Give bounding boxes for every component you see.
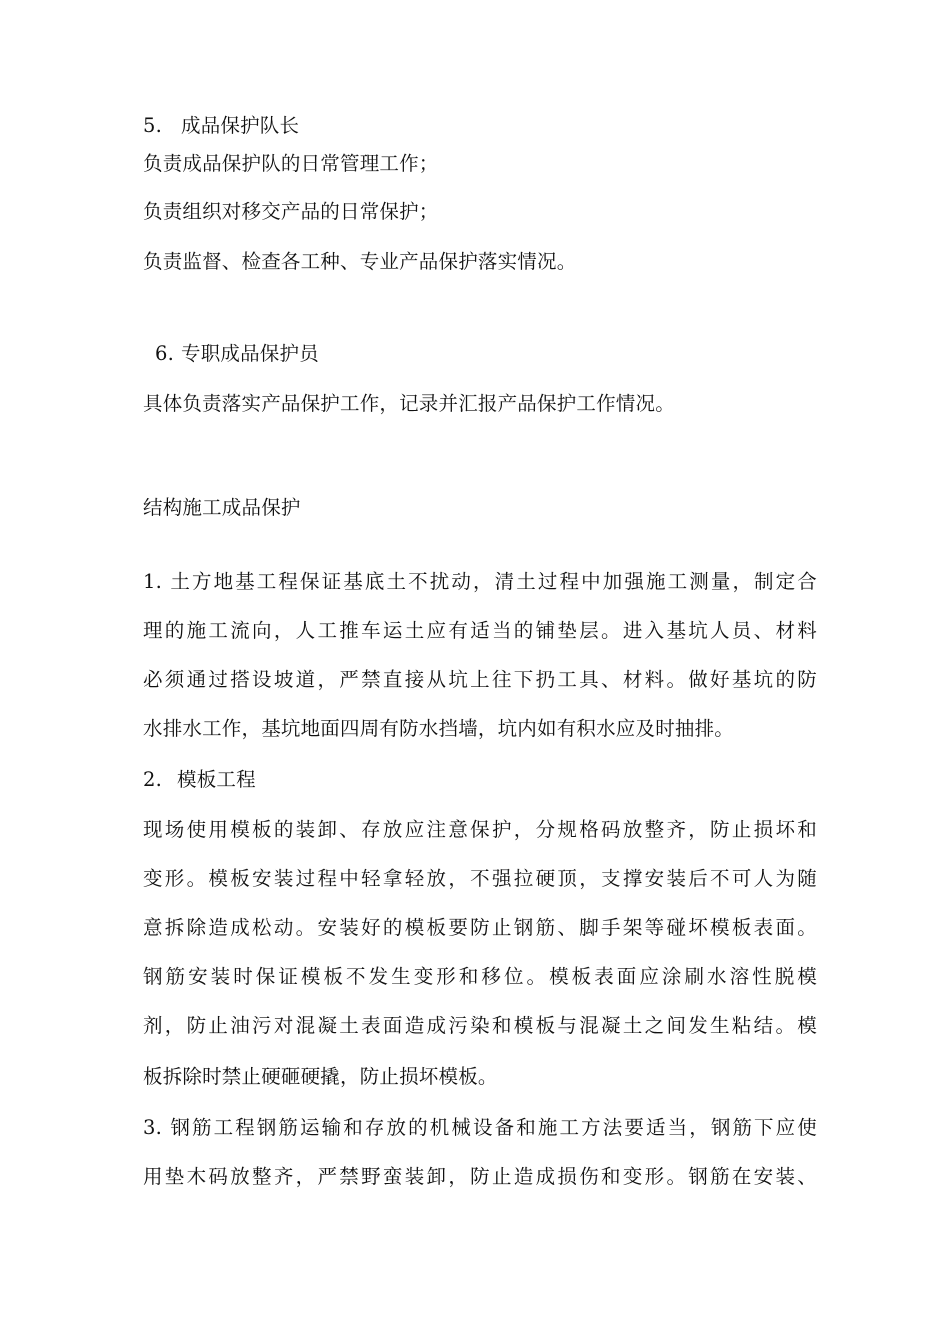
structure-title: 结构施工成品保护 <box>143 496 301 519</box>
paragraph-2-title: 模板工程 <box>177 768 256 791</box>
section-6-line-1: 具体负责落实产品保护工作，记录并汇报产品保护工作情况。 <box>143 392 675 415</box>
paragraph-1-line-2: 理的施工流向，人工推车运土应有适当的铺垫层。进入基坑人员、材料 <box>143 619 817 642</box>
paragraph-2-line-5: 剂，防止油污对混凝土表面造成污染和模板与混凝土之间发生粘结。模 <box>143 1014 817 1037</box>
section-5-line-3: 负责监督、检查各工种、专业产品保护落实情况。 <box>143 250 577 273</box>
section-6-heading <box>155 342 319 366</box>
paragraph-2-line-4: 钢筋安装时保证模板不发生变形和移位。模板表面应涂刷水溶性脱模 <box>143 965 817 988</box>
paragraph-3-line-2: 用垫木码放整齐，严禁野蛮装卸，防止造成损伤和变形。钢筋在安装、 <box>143 1165 817 1188</box>
paragraph-1-line-3: 必须通过搭设坡道，严禁直接从坑上往下扔工具、材料。做好基坑的防 <box>143 668 817 691</box>
section-5-line-1: 负责成品保护队的日常管理工作； <box>143 152 439 175</box>
section-6-number: 6. <box>155 342 175 365</box>
section-5-line-2: 负责组织对移交产品的日常保护； <box>143 200 439 223</box>
paragraph-2-number: 2. <box>143 768 163 791</box>
paragraph-3-line-1: 3. 钢筋工程钢筋运输和存放的机械设备和施工方法要适当，钢筋下应使 <box>143 1116 817 1139</box>
section-6-title: 专职成品保护员 <box>181 342 319 365</box>
paragraph-1-line-1: 1. 土方地基工程保证基底土不扰动，清土过程中加强施工测量，制定合 <box>143 570 817 593</box>
paragraph-2-line-1: 现场使用模板的装卸、存放应注意保护，分规格码放整齐，防止损坏和 <box>143 818 817 841</box>
section-5-title: 成品保护队长 <box>181 114 300 137</box>
paragraph-2-line-3: 意拆除造成松动。安装好的模板要防止钢筋、脚手架等碰坏模板表面。 <box>143 916 817 939</box>
paragraph-1-line-4: 水排水工作，基坑地面四周有防水挡墙，坑内如有积水应及时抽排。 <box>143 717 735 740</box>
paragraph-2-line-2: 变形。模板安装过程中轻拿轻放，不强拉硬顶，支撑安装后不可人为随 <box>143 867 817 890</box>
paragraph-2-line-6: 板拆除时禁止硬砸硬撬，防止损坏模板。 <box>143 1065 498 1088</box>
paragraph-2-heading <box>143 768 256 792</box>
section-5-heading <box>143 114 299 138</box>
section-5-number: 5. <box>143 114 163 137</box>
